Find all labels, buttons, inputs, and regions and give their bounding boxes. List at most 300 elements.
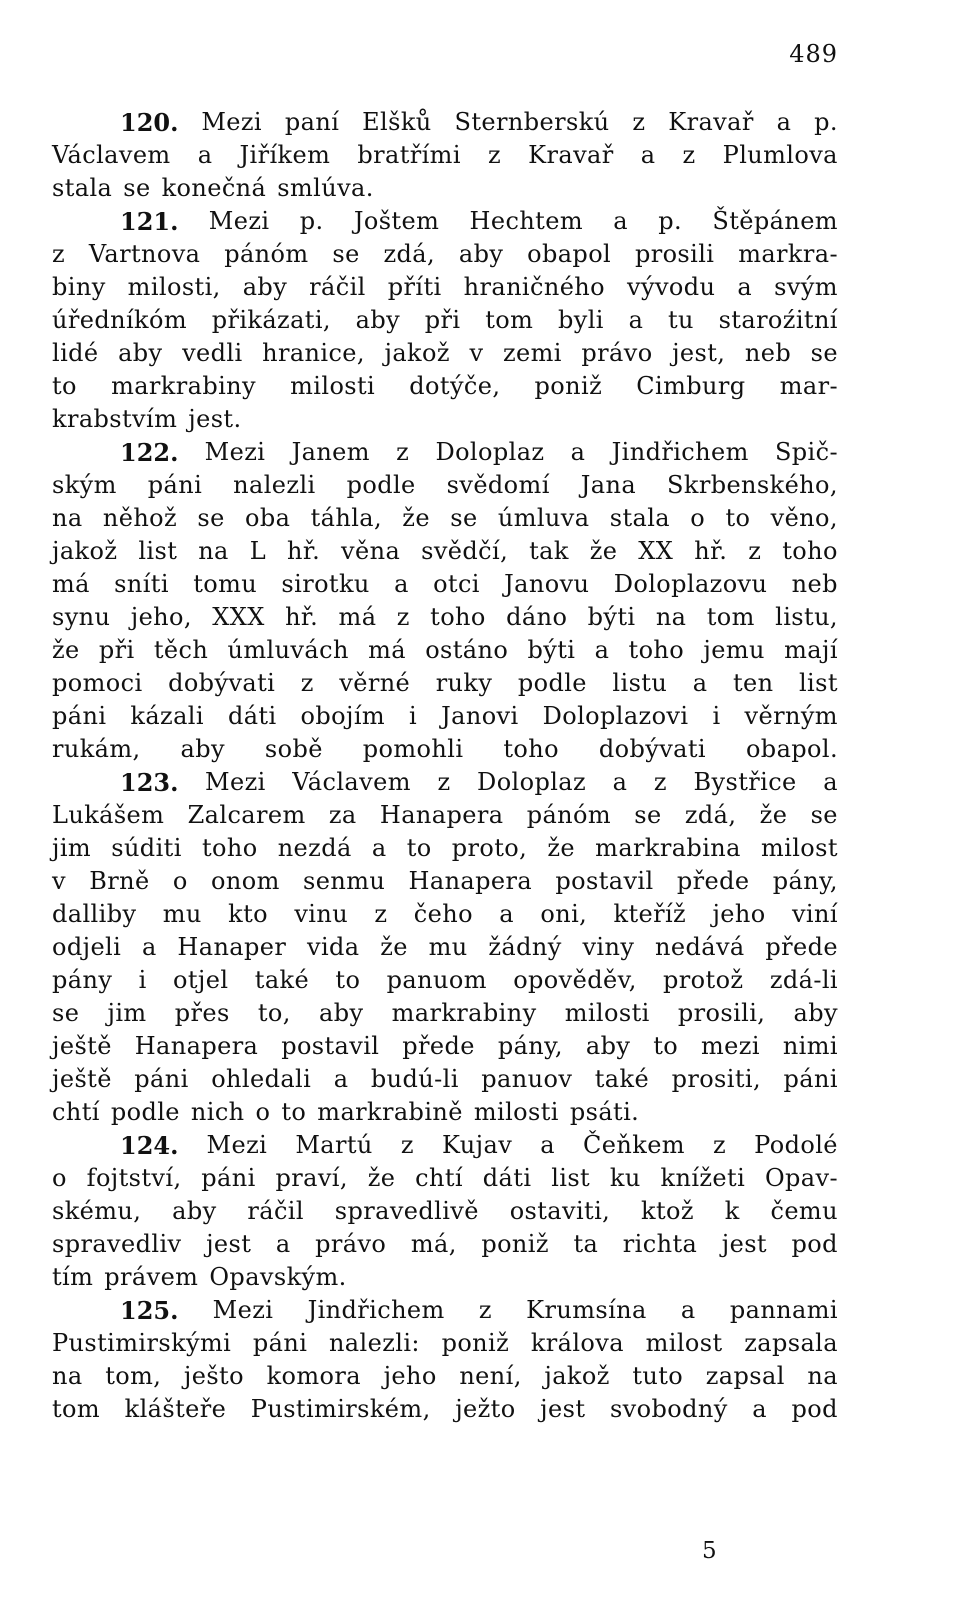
word: Martú <box>295 1131 373 1159</box>
word: z <box>488 141 502 169</box>
word: svobodný <box>609 1395 728 1423</box>
word: pány, <box>497 1032 563 1060</box>
word: postavil <box>555 867 654 895</box>
word: přede <box>765 933 838 961</box>
paragraph-number: 122. <box>120 438 179 467</box>
word: odjeli <box>52 933 122 961</box>
word: smlúva. <box>277 174 374 202</box>
word: že <box>380 933 408 961</box>
text-line <box>52 964 838 997</box>
paragraph-125 <box>52 1294 838 1426</box>
word: neb <box>791 570 838 598</box>
word: a <box>612 768 628 796</box>
word: při <box>424 306 461 334</box>
word: se <box>810 339 838 367</box>
word: otci <box>433 570 480 598</box>
word: a <box>333 1065 349 1093</box>
word: hř. <box>694 537 728 565</box>
word: a <box>275 1230 291 1258</box>
word: Janovi <box>441 702 519 730</box>
word: jemu <box>703 636 765 664</box>
paragraph-120 <box>52 106 838 205</box>
word: úředníkóm <box>52 306 187 334</box>
word: synu <box>52 603 111 631</box>
word: jakož <box>544 1362 610 1390</box>
paragraph-number: 124. <box>120 1131 179 1160</box>
word: právo <box>315 1230 387 1258</box>
word: markrabiny <box>391 999 537 1027</box>
word: ruky <box>435 669 493 697</box>
text-line <box>52 667 838 700</box>
word: Pustimirském, <box>250 1395 431 1423</box>
word: to <box>406 834 432 862</box>
word: i <box>712 702 721 730</box>
word: toho <box>503 735 559 763</box>
word: Mezi <box>201 108 263 136</box>
word: Jindřichem <box>307 1296 445 1324</box>
word: hraničného <box>463 273 606 301</box>
word: Mezi <box>208 207 270 235</box>
word: dáno <box>506 603 568 631</box>
word: i <box>409 702 418 730</box>
paragraph-number: 123. <box>120 768 179 797</box>
word: páni <box>147 471 203 499</box>
text-line <box>52 172 838 205</box>
word: tu <box>667 306 694 334</box>
word: a <box>570 438 586 466</box>
word: panuov <box>481 1065 573 1093</box>
paragraph-121 <box>52 205 838 436</box>
word: poniž <box>534 372 603 400</box>
text-line <box>52 238 838 271</box>
word: jest <box>540 1395 586 1423</box>
word: ohledali <box>211 1065 312 1093</box>
word: Václavem <box>292 768 411 796</box>
word: Lukášem <box>52 801 165 829</box>
word: také <box>254 966 310 994</box>
word: ta <box>573 1230 599 1258</box>
text-line <box>52 997 838 1030</box>
word: věno, <box>770 504 838 532</box>
word: prosili <box>634 240 715 268</box>
word: podle <box>517 669 587 697</box>
word: rukám, <box>52 735 141 763</box>
word: XX <box>638 537 674 565</box>
word: svědomí <box>446 471 550 499</box>
word: XXX <box>212 603 265 631</box>
word: neb <box>744 339 792 367</box>
word: z <box>374 900 388 928</box>
word: a <box>394 570 409 598</box>
text-line <box>52 1360 838 1393</box>
word: nimi <box>782 1032 838 1060</box>
word: páni <box>252 1329 308 1357</box>
word: sirotku <box>281 570 370 598</box>
word: listu <box>612 669 668 697</box>
word: podle <box>346 471 416 499</box>
word: Zalcarem <box>187 801 306 829</box>
word: paní <box>284 108 340 136</box>
word: Podolé <box>754 1131 838 1159</box>
word: p. <box>299 207 324 235</box>
word: vinu <box>294 900 349 928</box>
word: a <box>737 273 753 301</box>
paragraph-number: 121. <box>120 207 179 236</box>
word: přikázati, <box>211 306 331 334</box>
word: pannami <box>729 1296 838 1324</box>
word: o <box>172 867 188 895</box>
word: a <box>141 933 157 961</box>
word: o <box>52 1164 67 1192</box>
text-line <box>52 799 838 832</box>
word: Opavským. <box>209 1263 347 1291</box>
word: ktož <box>641 1197 694 1225</box>
word: pánóm <box>224 240 309 268</box>
word: nich <box>190 1098 245 1126</box>
word: Jiříkem <box>239 141 331 169</box>
word: z <box>653 768 667 796</box>
word: podle <box>110 1098 180 1126</box>
word: p. <box>814 108 838 136</box>
word: chtí <box>52 1098 100 1126</box>
text-line <box>52 898 838 931</box>
word: zdá, <box>383 240 436 268</box>
text-line <box>52 205 838 238</box>
word: obapol <box>527 240 612 268</box>
word: čeho <box>413 900 473 928</box>
word: a <box>613 207 628 235</box>
word: L <box>249 537 267 565</box>
word: panuom <box>386 966 487 994</box>
word: se <box>332 240 360 268</box>
word: věrným <box>744 702 838 730</box>
text-line <box>52 832 838 865</box>
word: Skrbenského, <box>667 471 838 499</box>
word: za <box>328 801 357 829</box>
word: to, <box>257 999 291 1027</box>
word: přede <box>676 867 750 895</box>
word: chtí <box>415 1164 463 1192</box>
text-line <box>52 370 838 403</box>
word: na <box>52 1362 83 1390</box>
text-line <box>52 700 838 733</box>
word: aby <box>319 999 364 1027</box>
word: Vartnova <box>88 240 201 268</box>
word: aby <box>793 999 838 1027</box>
word: onom <box>211 867 280 895</box>
word: milosti, <box>127 273 221 301</box>
word: pomohli <box>362 735 464 763</box>
word: jeho, <box>130 603 192 631</box>
word: zapsal <box>705 1362 785 1390</box>
word: Štěpánem <box>712 207 838 235</box>
word: prositi, <box>671 1065 761 1093</box>
word: viny <box>582 933 635 961</box>
text-line <box>52 1294 838 1327</box>
word: mezi <box>701 1032 760 1060</box>
word: také <box>594 1065 650 1093</box>
word: z <box>713 1131 727 1159</box>
word: milosti <box>564 999 650 1027</box>
word: lidé <box>52 339 99 367</box>
word: stala <box>52 174 113 202</box>
word: Čeňkem <box>583 1131 685 1159</box>
word: pány <box>52 966 113 994</box>
word: jim <box>52 834 92 862</box>
word: Doloplazovu <box>613 570 768 598</box>
word: a <box>499 900 515 928</box>
paragraph-number: 125. <box>120 1296 179 1325</box>
word: o <box>255 1098 271 1126</box>
word: ským <box>52 471 117 499</box>
word: o <box>690 504 706 532</box>
word: věna <box>341 537 401 565</box>
word: nalezli <box>233 471 316 499</box>
word: spravedliv <box>52 1230 182 1258</box>
word: úmluva <box>497 504 590 532</box>
text-line <box>52 106 838 139</box>
word: Pustimirskými <box>52 1329 232 1357</box>
word: z <box>396 603 410 631</box>
paragraph-122 <box>52 436 838 766</box>
word: senmu <box>303 867 386 895</box>
word: se <box>450 504 478 532</box>
word: toho <box>430 603 486 631</box>
word: to <box>653 1032 679 1060</box>
word: oba <box>244 504 291 532</box>
word: tom, <box>105 1362 162 1390</box>
text-line <box>52 1030 838 1063</box>
word: tuto <box>632 1362 684 1390</box>
word: list <box>798 669 838 697</box>
word: pod <box>791 1395 838 1423</box>
word: příti <box>387 273 442 301</box>
word: z <box>437 768 451 796</box>
word: list <box>138 537 178 565</box>
word: se <box>197 504 225 532</box>
paragraph-123 <box>52 766 838 1129</box>
text-line <box>52 1327 838 1360</box>
word: z <box>682 141 696 169</box>
word: na <box>52 504 83 532</box>
word: to <box>281 1098 307 1126</box>
text-line <box>52 601 838 634</box>
word: v <box>52 867 66 895</box>
word: mu <box>162 900 202 928</box>
text-line <box>52 403 838 436</box>
word: tom <box>485 306 534 334</box>
word: hř. <box>285 603 319 631</box>
word: a <box>692 669 708 697</box>
word: stala <box>609 504 671 532</box>
word: jeho <box>712 900 766 928</box>
word: Hanapera <box>408 867 533 895</box>
word: a <box>371 834 387 862</box>
word: a <box>540 1131 555 1159</box>
word: pomoci <box>52 669 143 697</box>
text-line <box>52 1261 838 1294</box>
word: se <box>52 999 80 1027</box>
word: z <box>632 108 646 136</box>
word: páni <box>783 1065 838 1093</box>
word: Hechtem <box>469 207 583 235</box>
word: dobývati <box>168 669 276 697</box>
word: Hanapera <box>379 801 504 829</box>
text-line <box>52 1195 838 1228</box>
word: přes <box>174 999 230 1027</box>
word: svědčí, <box>421 537 509 565</box>
word: opověděv, <box>513 966 637 994</box>
word: pod <box>791 1230 838 1258</box>
word: bratřími <box>357 141 461 169</box>
word: nalezli: <box>328 1329 420 1357</box>
word: oni, <box>540 900 588 928</box>
paragraph-124 <box>52 1129 838 1294</box>
word: táhla, <box>310 504 383 532</box>
word: Mezi <box>212 1296 274 1324</box>
word: má, <box>410 1230 457 1258</box>
word: a <box>776 108 792 136</box>
word: na <box>807 1362 838 1390</box>
word: Hanaper <box>177 933 287 961</box>
page-body <box>52 106 838 1426</box>
word: že <box>402 504 430 532</box>
word: proto, <box>451 834 528 862</box>
word: Doloplaz <box>435 438 545 466</box>
word: dáti <box>227 702 277 730</box>
word: Krumsína <box>526 1296 647 1324</box>
word: ježto <box>455 1395 516 1423</box>
word: zdá-li <box>769 966 838 994</box>
word: ještě <box>52 1032 112 1060</box>
word: prosili, <box>677 999 766 1027</box>
word: se <box>810 801 838 829</box>
word: obapol. <box>745 735 838 763</box>
word: Kravař <box>668 108 754 136</box>
word: hranice, <box>262 339 365 367</box>
word: má <box>338 603 377 631</box>
word: markrabina <box>595 834 741 862</box>
word: dáti <box>482 1164 532 1192</box>
word: v <box>469 339 484 367</box>
word: ráčil <box>247 1197 304 1225</box>
word: úmluvách <box>227 636 349 664</box>
word: z <box>478 1296 492 1324</box>
word: jakož <box>52 537 118 565</box>
word: Sternberskú <box>454 108 610 136</box>
word: biny <box>52 273 106 301</box>
word: staroźitní <box>718 306 838 334</box>
word: milost <box>761 834 838 862</box>
text-line <box>52 436 838 469</box>
word: aby <box>355 306 401 334</box>
word: tom <box>706 603 755 631</box>
word: krabstvím <box>52 405 178 433</box>
word: poniž <box>481 1230 549 1258</box>
word: aby <box>242 273 288 301</box>
word: Joštem <box>353 207 440 235</box>
word: Kravař <box>528 141 614 169</box>
word: konečná <box>161 174 267 202</box>
word: čemu <box>770 1197 838 1225</box>
word: aby <box>458 240 504 268</box>
text-line <box>52 634 838 667</box>
word: z <box>400 1131 414 1159</box>
word: dotýče, <box>409 372 501 400</box>
word: p. <box>658 207 683 235</box>
word: dalliby <box>52 900 137 928</box>
word: že <box>52 636 80 664</box>
word: z <box>52 240 66 268</box>
word: zemi <box>502 339 562 367</box>
text-line <box>52 733 838 766</box>
word: z <box>396 438 410 466</box>
word: toho <box>201 834 258 862</box>
word: těch <box>153 636 209 664</box>
word: Plumlova <box>722 141 838 169</box>
word: markrabiny <box>111 372 256 400</box>
word: Mezi <box>205 768 266 796</box>
word: protož <box>663 966 744 994</box>
text-line <box>52 337 838 370</box>
word: knížeti <box>660 1164 746 1192</box>
text-line <box>52 1228 838 1261</box>
word: vida <box>306 933 360 961</box>
word: dobývati <box>598 735 707 763</box>
word: i <box>138 966 147 994</box>
word: milosti <box>473 1098 559 1126</box>
text-line <box>52 502 838 535</box>
word: Elšků <box>362 108 432 136</box>
word: že <box>367 1164 396 1192</box>
word: Janem <box>291 438 370 466</box>
word: Mezi <box>206 1131 268 1159</box>
word: k <box>724 1197 740 1225</box>
word: že <box>547 834 576 862</box>
paragraph-number: 120. <box>120 108 179 137</box>
word: a <box>197 141 213 169</box>
text-line <box>52 1162 838 1195</box>
word: vývodu <box>627 273 716 301</box>
word: ten <box>732 669 774 697</box>
word: skému, <box>52 1197 142 1225</box>
signature-mark: 5 <box>702 1538 717 1564</box>
word: jest. <box>188 405 242 433</box>
word: to <box>335 966 361 994</box>
word: býti <box>527 636 576 664</box>
word: králova <box>530 1329 624 1357</box>
word: zapsala <box>744 1329 838 1357</box>
word: se <box>634 801 662 829</box>
word: milost <box>645 1329 723 1357</box>
word: Brně <box>89 867 150 895</box>
word: býti <box>587 603 636 631</box>
word: právem <box>104 1263 199 1291</box>
word: ještě <box>52 1065 112 1093</box>
word: viní <box>791 900 838 928</box>
word: a <box>628 306 644 334</box>
word: na <box>655 603 687 631</box>
word: Mezi <box>204 438 266 466</box>
word: ješto <box>183 1362 244 1390</box>
word: při <box>98 636 135 664</box>
word: mu <box>428 933 468 961</box>
word: aby <box>180 735 225 763</box>
word: z <box>748 537 762 565</box>
word: věrné <box>339 669 411 697</box>
word: že <box>759 801 788 829</box>
word: nezdá <box>277 834 352 862</box>
